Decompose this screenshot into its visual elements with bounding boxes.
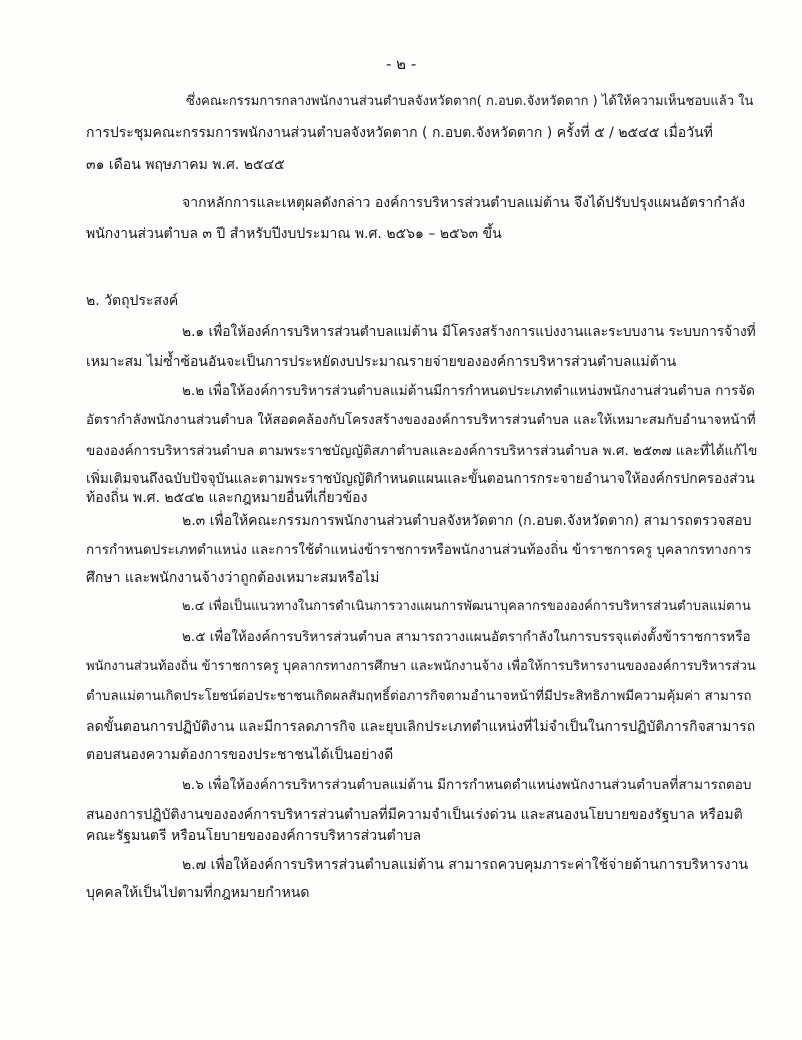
intro-line-1: ซึ่งคณะกรรมการกลางพนักงานส่วนตำบลจังหวัดตาก( ก.อบต.จังหวัดตาก ) ได้ให้ความเห็นชอบแล้ว ใน xyxy=(186,94,754,109)
item-2-5-line-3: ตำบลแม่ตานเกิดประโยชน์ต่อประชาชนเกิดผลสัมฤทธิ์ต่อภารกิจตามอำนาจหน้าที่มีประสิทธิภาพมีความคุ้มค่า สามารถ xyxy=(86,689,752,704)
item-2-2-line-4: เพิ่มเติมจนถึงฉบับปัจจุบันและตามพระราชบัญญัติกำหนดแผนและขั้นตอนการกระจายอำนาจให้องค์กรปกครองส่วน xyxy=(86,471,755,487)
item-2-2-line-5: ท้องถิ่น พ.ศ. ๒๕๔๒ และกฎหมายอื่นที่เกี่ยวข้อง xyxy=(86,490,368,506)
item-2-5-line-1: ๒.๕ เพื่อให้องค์การบริหารส่วนตำบล สามารถวางแผนอัตรากำลังในการบรรจุแต่งตั้งข้าราชการหรือ xyxy=(182,629,751,645)
item-2-5-line-2: พนักงานส่วนท้องถิ่น ข้าราชการครู บุคลากรทางการศึกษา และพนักงานจ้าง เพื่อให้การบริหารงานขององค์การบริหารส่วน xyxy=(86,659,756,674)
intro-line-2: การประชุมคณะกรรมการพนักงานส่วนตำบลจังหวัดตาก ( ก.อบต.จังหวัดตาก ) ครั้งที่ ๕ / ๒๕๔๕ เมื่อวันที่ xyxy=(86,125,713,141)
item-2-3-line-3: ศึกษา และพนักงานจ้างว่าถูกต้องเหมาะสมหรือไม่ xyxy=(86,570,380,586)
item-2-3-line-1: ๒.๓ เพื่อให้คณะกรรมการพนักงานส่วนตำบลจังหวัดตาก (ก.อบต.จังหวัดตาก) สามารถตรวจสอบ xyxy=(182,513,752,529)
item-2-7-line-2: บุคคลให้เป็นไปตามที่กฎหมายกำหนด xyxy=(86,885,310,901)
item-2-2-line-3: ขององค์การบริหารส่วนตำบล ตามพระราชบัญญัติสภาตำบลและองค์การบริหารส่วนตำบล พ.ศ. ๒๕๓๗ และที่ได้แก้ไข xyxy=(86,443,758,459)
page-number: - ๒ - xyxy=(386,55,417,73)
item-2-6-line-1: ๒.๖ เพื่อให้องค์การบริหารส่วนตำบลแม่ต้าน มีการกำหนดตำแหน่งพนักงานส่วนตำบลที่สามารถตอบ xyxy=(182,777,752,793)
item-2-6-line-3: คณะรัฐมนตรี หรือนโยบายขององค์การบริหารส่วนตำบล xyxy=(86,828,422,844)
item-2-5-line-4: ลดขั้นตอนการปฏิบัติงาน และมีการลดภารกิจ และยุบเลิกประเภทตำแหน่งที่ไม่จำเป็นในการปฏิบัติภารกิจสามารถ xyxy=(86,719,756,735)
intro-line-3: ๓๑ เดือน พฤษภาคม พ.ศ. ๒๕๔๕ xyxy=(86,157,285,173)
item-2-6-line-2: สนองการปฏิบัติงานขององค์การบริหารส่วนตำบลที่มีความจำเป็นเร่งด่วน และสนองนโยบายของรัฐบาล หรือมติ xyxy=(86,807,743,823)
section-heading: ๒. วัตถุประสงค์ xyxy=(86,293,179,309)
item-2-4-line-1: ๒.๔ เพื่อเป็นแนวทางในการดำเนินการวางแผนการพัฒนาบุคลากรขององค์การบริหารส่วนตำบลแม่ตาน xyxy=(182,599,751,614)
item-2-7-line-1: ๒.๗ เพื่อให้องค์การบริหารส่วนตำบลแม่ต้าน สามารถควบคุมภาระค่าใช้จ่ายด้านการบริหารงาน xyxy=(182,857,749,873)
item-2-2-line-2: อัตรากำลังพนักงานส่วนตำบล ให้สอดคล้องกับโครงสร้างขององค์การบริหารส่วนตำบล และให้เหมาะสมกับอำนาจหน้าที่ xyxy=(86,413,756,428)
item-2-5-line-5: ตอบสนองความต้องการของประชาชนได้เป็นอย่างดี xyxy=(86,747,394,763)
item-2-1-line-1: ๒.๑ เพื่อให้องค์การบริหารส่วนตำบลแม่ต้าน มีโครงสร้างการแบ่งงานและระบบงาน ระบบการจ้างที่ xyxy=(182,324,756,340)
conclusion-line-1: จากหลักการและเหตุผลดังกล่าว องค์การบริหารส่วนตำบลแม่ต้าน จึงได้ปรับปรุงแผนอัตรากำลัง xyxy=(182,195,746,211)
item-2-2-line-1: ๒.๒ เพื่อให้องค์การบริหารส่วนตำบลแม่ต้านมีการกำหนดประเภทตำแหน่งพนักงานส่วนตำบล การจัด xyxy=(182,383,755,399)
conclusion-line-2: พนักงานส่วนตำบล ๓ ปี สำหรับปีงบประมาณ พ.ศ. ๒๕๖๑ – ๒๕๖๓ ขึ้น xyxy=(86,226,502,242)
item-2-3-line-2: การกำหนดประเภทตำแหน่ง และการใช้ตำแหน่งข้าราชการหรือพนักงานส่วนท้องถิ่น ข้าราชการครู บุคลากรทางการ xyxy=(86,542,752,558)
item-2-1-line-2: เหมาะสม ไม่ซ้ำซ้อนอันจะเป็นการประหยัดงบประมาณรายจ่ายขององค์การบริหารส่วนตำบลแม่ต้าน xyxy=(86,354,677,370)
